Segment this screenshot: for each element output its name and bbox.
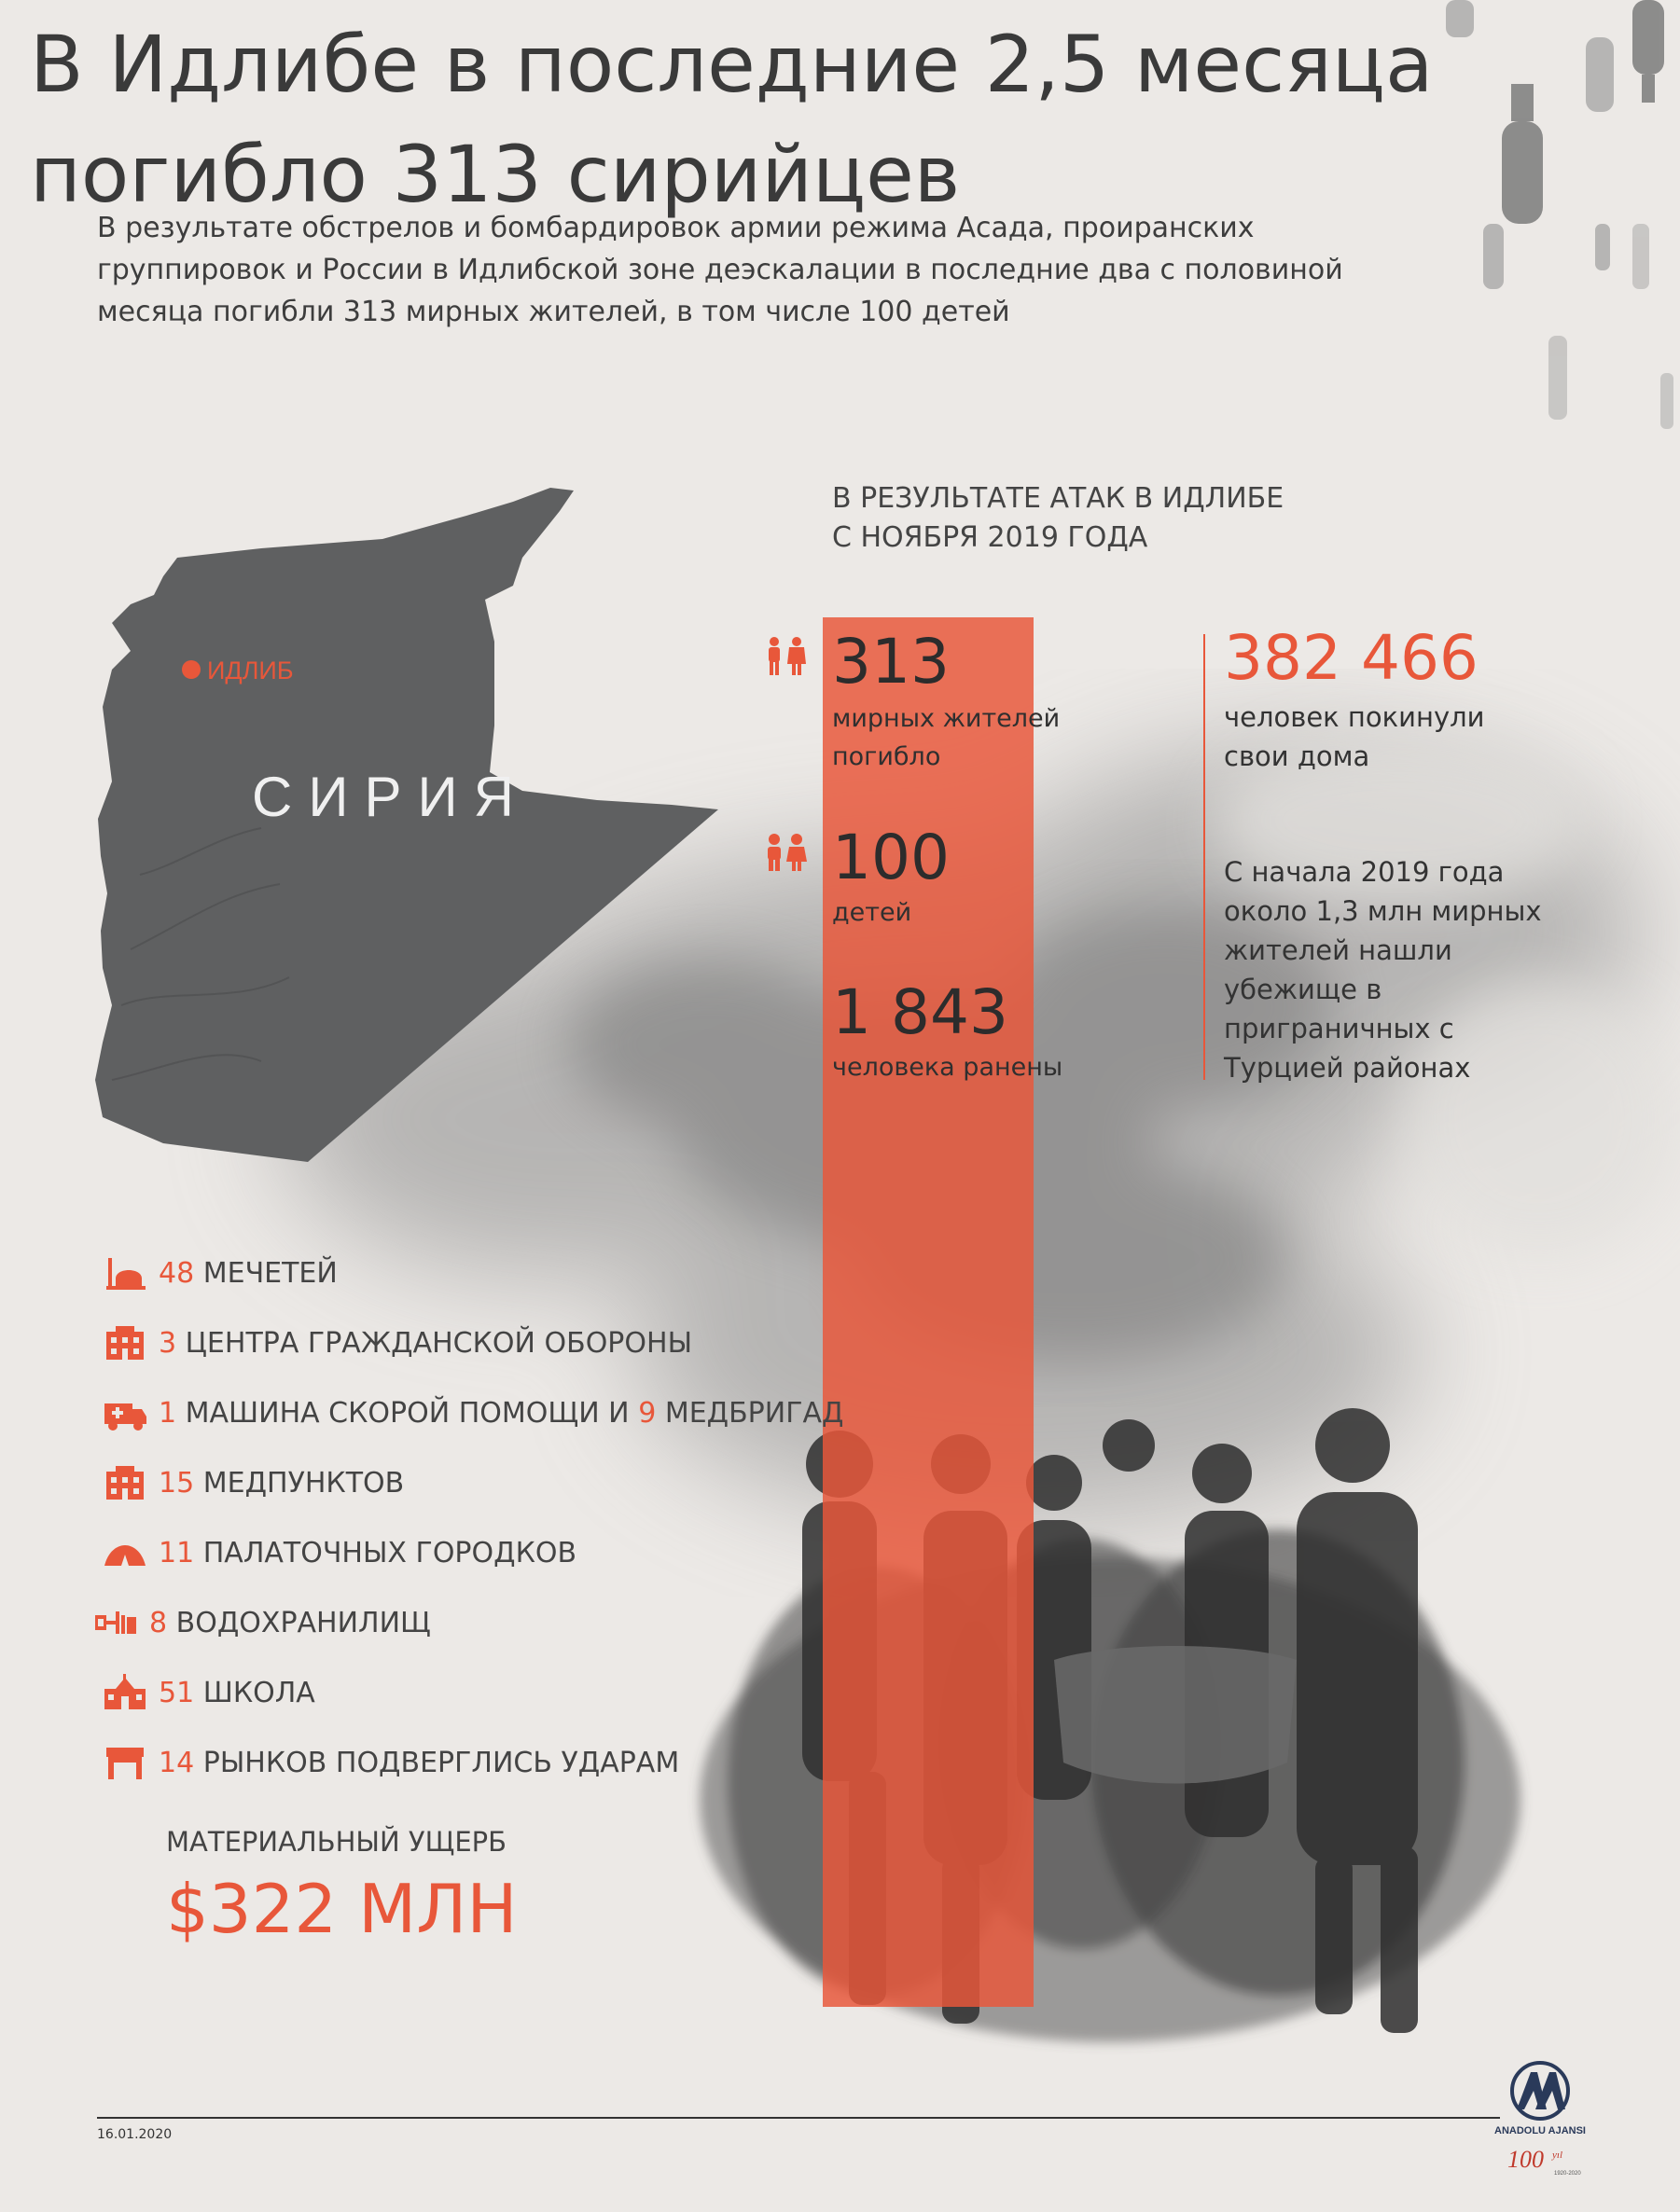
ambulance-icon: [103, 1394, 147, 1431]
tents-text: ПАЛАТОЧНЫХ ГОРОДКОВ: [202, 1536, 577, 1569]
idlib-label: ИДЛИБ: [207, 657, 294, 684]
refuge-line: около 1,3 млн мирных: [1224, 895, 1542, 927]
adults-icon: [761, 636, 810, 677]
logo-text: ANADOLU AJANSI: [1494, 2125, 1586, 2136]
damage-row-markets: [103, 1739, 679, 1786]
displaced-label: [1224, 698, 1532, 776]
market-icon: [103, 1744, 147, 1781]
displaced-label-line2: свои дома: [1224, 740, 1370, 772]
refuge-line: Турцией районах: [1224, 1052, 1471, 1084]
injured-label: человека ранены: [832, 1053, 1063, 1082]
displaced-label-line1: человек покинули: [1224, 701, 1485, 733]
damage-row-water: [93, 1599, 431, 1646]
ambulance-count: 1: [159, 1396, 177, 1430]
mosques-text: МЕЧЕТЕЙ: [202, 1256, 338, 1290]
clinic-icon: [103, 1464, 147, 1501]
refuge-line: С начала 2019 года: [1224, 856, 1505, 888]
children-label: детей: [832, 898, 912, 927]
damage-row-mosques: [103, 1250, 338, 1296]
displaced-number: 382 466: [1224, 622, 1479, 694]
building-icon: [103, 1324, 147, 1362]
page-subtitle: В результате обстрелов и бомбардировок армии режима Асада, проиранских группировок и России в Идлибской зоне деэскалации в последние два с половиной месяца погибли 313 мирных жителей, в том числе 100 детей: [97, 212, 1343, 328]
attacks-heading-line1: В РЕЗУЛЬТАТЕ АТАК В ИДЛИБЕ: [832, 482, 1284, 515]
injured-number: 1 843: [832, 976, 1008, 1048]
medteam-count: 9: [638, 1396, 657, 1430]
anadolu-logo: [1489, 2057, 1591, 2197]
killed-label-line1: мирных жителей: [832, 704, 1061, 733]
water-station-icon: [93, 1604, 138, 1641]
civil-defense-count: 3: [159, 1326, 177, 1360]
syria-map: [75, 483, 784, 1164]
footer-divider: [97, 2117, 1500, 2119]
medical-text: МЕДПУНКТОВ: [202, 1466, 405, 1500]
medical-count: 15: [159, 1466, 195, 1500]
material-damage-value: $322 МЛН: [166, 1870, 518, 1948]
material-damage-label: МАТЕРИАЛЬНЫЙ УЩЕРБ: [166, 1826, 507, 1858]
killed-label-line2: погибло: [832, 742, 941, 771]
medteam-text: МЕДБРИГАД: [664, 1396, 844, 1430]
refuge-line: жителей нашли: [1224, 934, 1452, 966]
markets-count: 14: [159, 1746, 195, 1779]
ambulance-text: МАШИНА СКОРОЙ ПОМОЩИ И: [185, 1396, 630, 1430]
water-text: ВОДОХРАНИЛИЩ: [175, 1606, 431, 1639]
refuge-text: [1224, 852, 1560, 1087]
country-label: СИРИЯ: [252, 766, 530, 828]
mosques-count: 48: [159, 1256, 195, 1290]
anniversary-number: 100: [1507, 2146, 1544, 2173]
tent-icon: [103, 1534, 147, 1571]
tents-count: 11: [159, 1536, 195, 1569]
refuge-line: приграничных с: [1224, 1013, 1454, 1044]
attacks-heading-line2: С НОЯБРЯ 2019 ГОДА: [832, 521, 1148, 554]
damage-row-tents: [103, 1529, 576, 1576]
mosque-icon: [103, 1254, 147, 1292]
attacks-heading: [832, 479, 1284, 558]
water-count: 8: [149, 1606, 168, 1639]
refuge-line: убежище в: [1224, 974, 1382, 1005]
anniversary-suffix: yıl: [1552, 2150, 1562, 2161]
schools-text: ШКОЛА: [202, 1676, 315, 1709]
killed-label: [832, 699, 1060, 776]
rescuers-photo: [644, 1408, 1576, 2061]
civil-defense-text: ЦЕНТРА ГРАЖДАНСКОЙ ОБОРОНЫ: [185, 1326, 693, 1360]
anniversary-years: 1920-2020: [1554, 2171, 1581, 2177]
schools-count: 51: [159, 1676, 195, 1709]
markets-text: РЫНКОВ ПОДВЕРГЛИСЬ УДАРАМ: [202, 1746, 680, 1779]
displaced-divider: [1203, 634, 1205, 1080]
school-icon: [103, 1674, 147, 1711]
publication-date: 16.01.2020: [97, 2127, 173, 2142]
damage-row-medical: [103, 1459, 404, 1506]
children-icon: [761, 832, 810, 873]
idlib-marker: [182, 660, 201, 679]
killed-number: 313: [832, 626, 950, 698]
page-title: В Идлибе в последние 2,5 месяца погибло 313 сирийцев: [30, 19, 1434, 220]
children-number: 100: [832, 822, 950, 893]
damage-row-schools: [103, 1669, 315, 1716]
damage-row-civil-defense: [103, 1320, 692, 1366]
damage-row-ambulance: [103, 1389, 843, 1436]
